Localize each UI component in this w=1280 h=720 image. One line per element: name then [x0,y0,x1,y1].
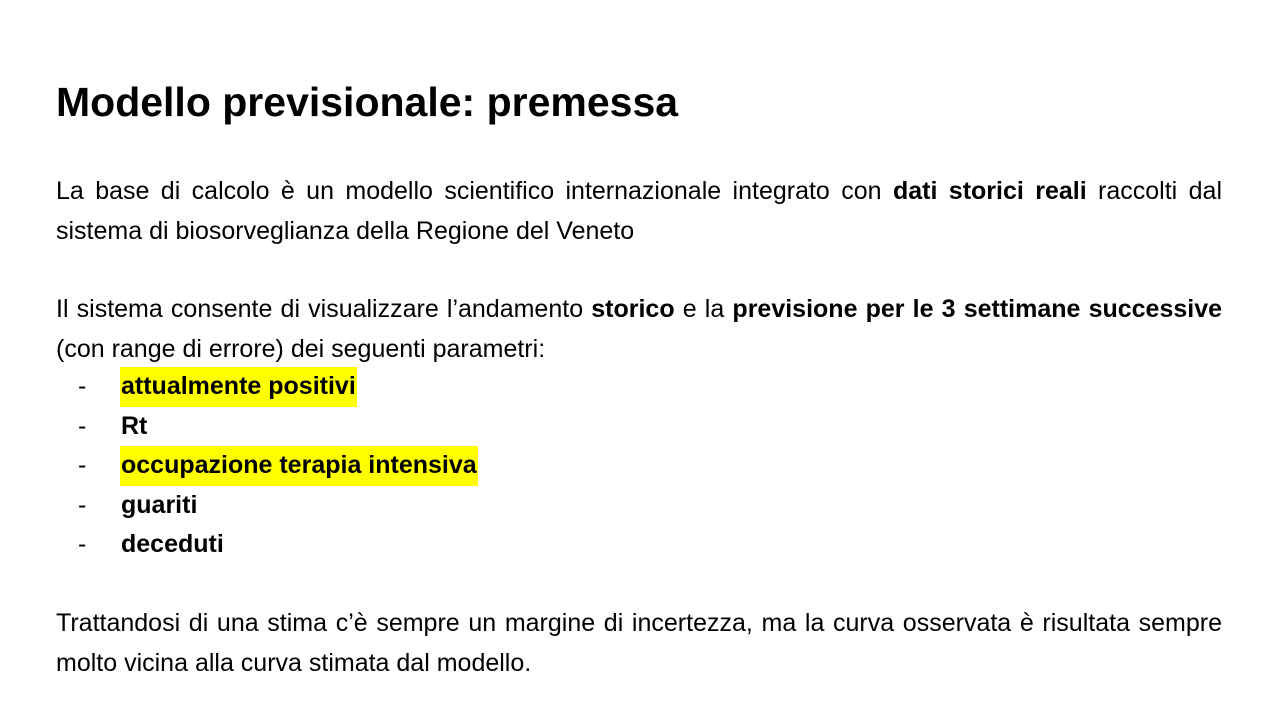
dash-bullet-icon: - [78,372,87,400]
list-item-label: Rt [121,411,148,440]
dash-bullet-icon: - [78,490,87,519]
system-text-3: (con range di errore) dei seguenti parametri: [56,335,546,363]
dash-bullet-icon: - [78,530,87,558]
list-item-label: deceduti [121,530,224,558]
uncertainty-paragraph: Trattandosi di una stima c’è sempre un margine di incertezza, ma la curva osservata è risultata sempre molto vicina alla curva stimata dal modello. [56,609,1222,677]
intro-paragraph [56,171,1222,251]
list-item-label: attualmente positivi [120,367,357,407]
system-text-1: Il sistema consente di visualizzare l’andamento [56,295,592,323]
system-bold-historical: storico [591,295,675,323]
system-paragraph [56,289,1222,369]
dash-bullet-icon: - [78,451,87,479]
intro-text-1: La base di calcolo è un modello scientifico internazionale integrato con [56,177,893,205]
system-text-2: e la [674,295,733,323]
intro-bold-historical-data: dati storici reali [892,177,1087,205]
slide-title: Modello previsionale: premessa [56,79,679,125]
intro-text-2: raccolti dal sistema di biosorveglianza della Regione del Veneto [56,177,1222,245]
system-bold-forecast: previsione per le 3 settimane successive [732,295,1223,323]
dash-bullet-icon: - [78,411,87,440]
list-item-label: occupazione terapia intensiva [120,446,478,486]
list-item-label: guariti [121,490,198,519]
